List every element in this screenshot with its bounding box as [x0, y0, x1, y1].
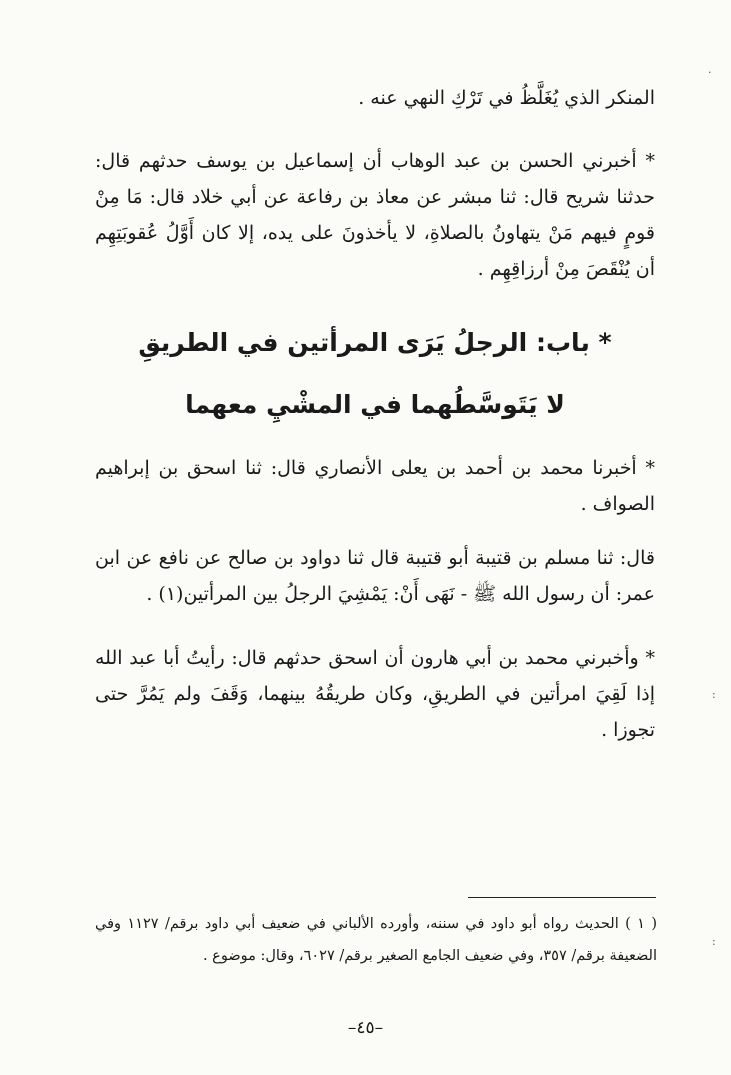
paragraph-hadith-prayer: * أخبرني الحسن بن عبد الوهاب أن إسماعيل بن يوسف حدثهم قال: حدثنا شريح قال: ثنا مبشر عن معاذ بن رفاعة عن أبي خلاد قال: مَا مِنْ قومٍ فيهم مَنْ يتهاونُ بالصلاةِ، لا يأخذونَ على يده، إلا كان أَوَّلُ عُقوبَتِهِم أن يُنْقَصَ مِنْ أرزاقِهِم .	[95, 150, 655, 280]
chapter-heading-line2: لا يَتَوسَّطُهما في المشْيِ معهما	[185, 390, 565, 419]
footnote-divider	[468, 897, 656, 898]
margin-mark: ·	[708, 66, 712, 79]
paragraph-continuation: المنكر الذي يُغَلَّظُ في تَرْكِ النهي عنه .	[358, 87, 655, 109]
paragraph-ahmad-report: * وأخبرني محمد بن أبي هارون أن اسحق حدثهم قال: رأيتُ أبا عبد الله إذا لَقِيَ امرأتين في الطريقِ، وكان طريقُهُ بينهما، وَقَفَ ولم يَمُرَّ حتى تجوزا .	[95, 647, 655, 741]
margin-mark: :	[712, 935, 716, 948]
page-number: –٤٥–	[347, 1018, 384, 1038]
paragraph-hadith-two-women: قال: ثنا مسلم بن قتيبة أبو قتيبة قال ثنا دواود بن صالح عن نافع عن ابن عمر: أن رسول الله ﷺ - نَهَى أَنْ: يَمْشِيَ الرجلُ بين المرأتين(١) .	[95, 547, 655, 605]
chapter-heading-line1: * باب: الرجلُ يَرَى المرأتين في الطريقِ	[138, 328, 612, 357]
footnote: ( ١ ) الحديث رواه أبو داود في سننه، وأورده الألباني في ضعيف أبي داود برقم/ ١١٢٧ وفي الضعيفة برقم/ ٣٥٧، وفي ضعيف الجامع الصغير برقم/ ٦٠٢٧، وقال: موضوع .	[95, 916, 657, 964]
paragraph-isnad: * أخبرنا محمد بن أحمد بن يعلى الأنصاري قال: ثنا اسحق بن إبراهيم الصواف .	[95, 457, 655, 515]
margin-mark: :	[712, 688, 716, 701]
